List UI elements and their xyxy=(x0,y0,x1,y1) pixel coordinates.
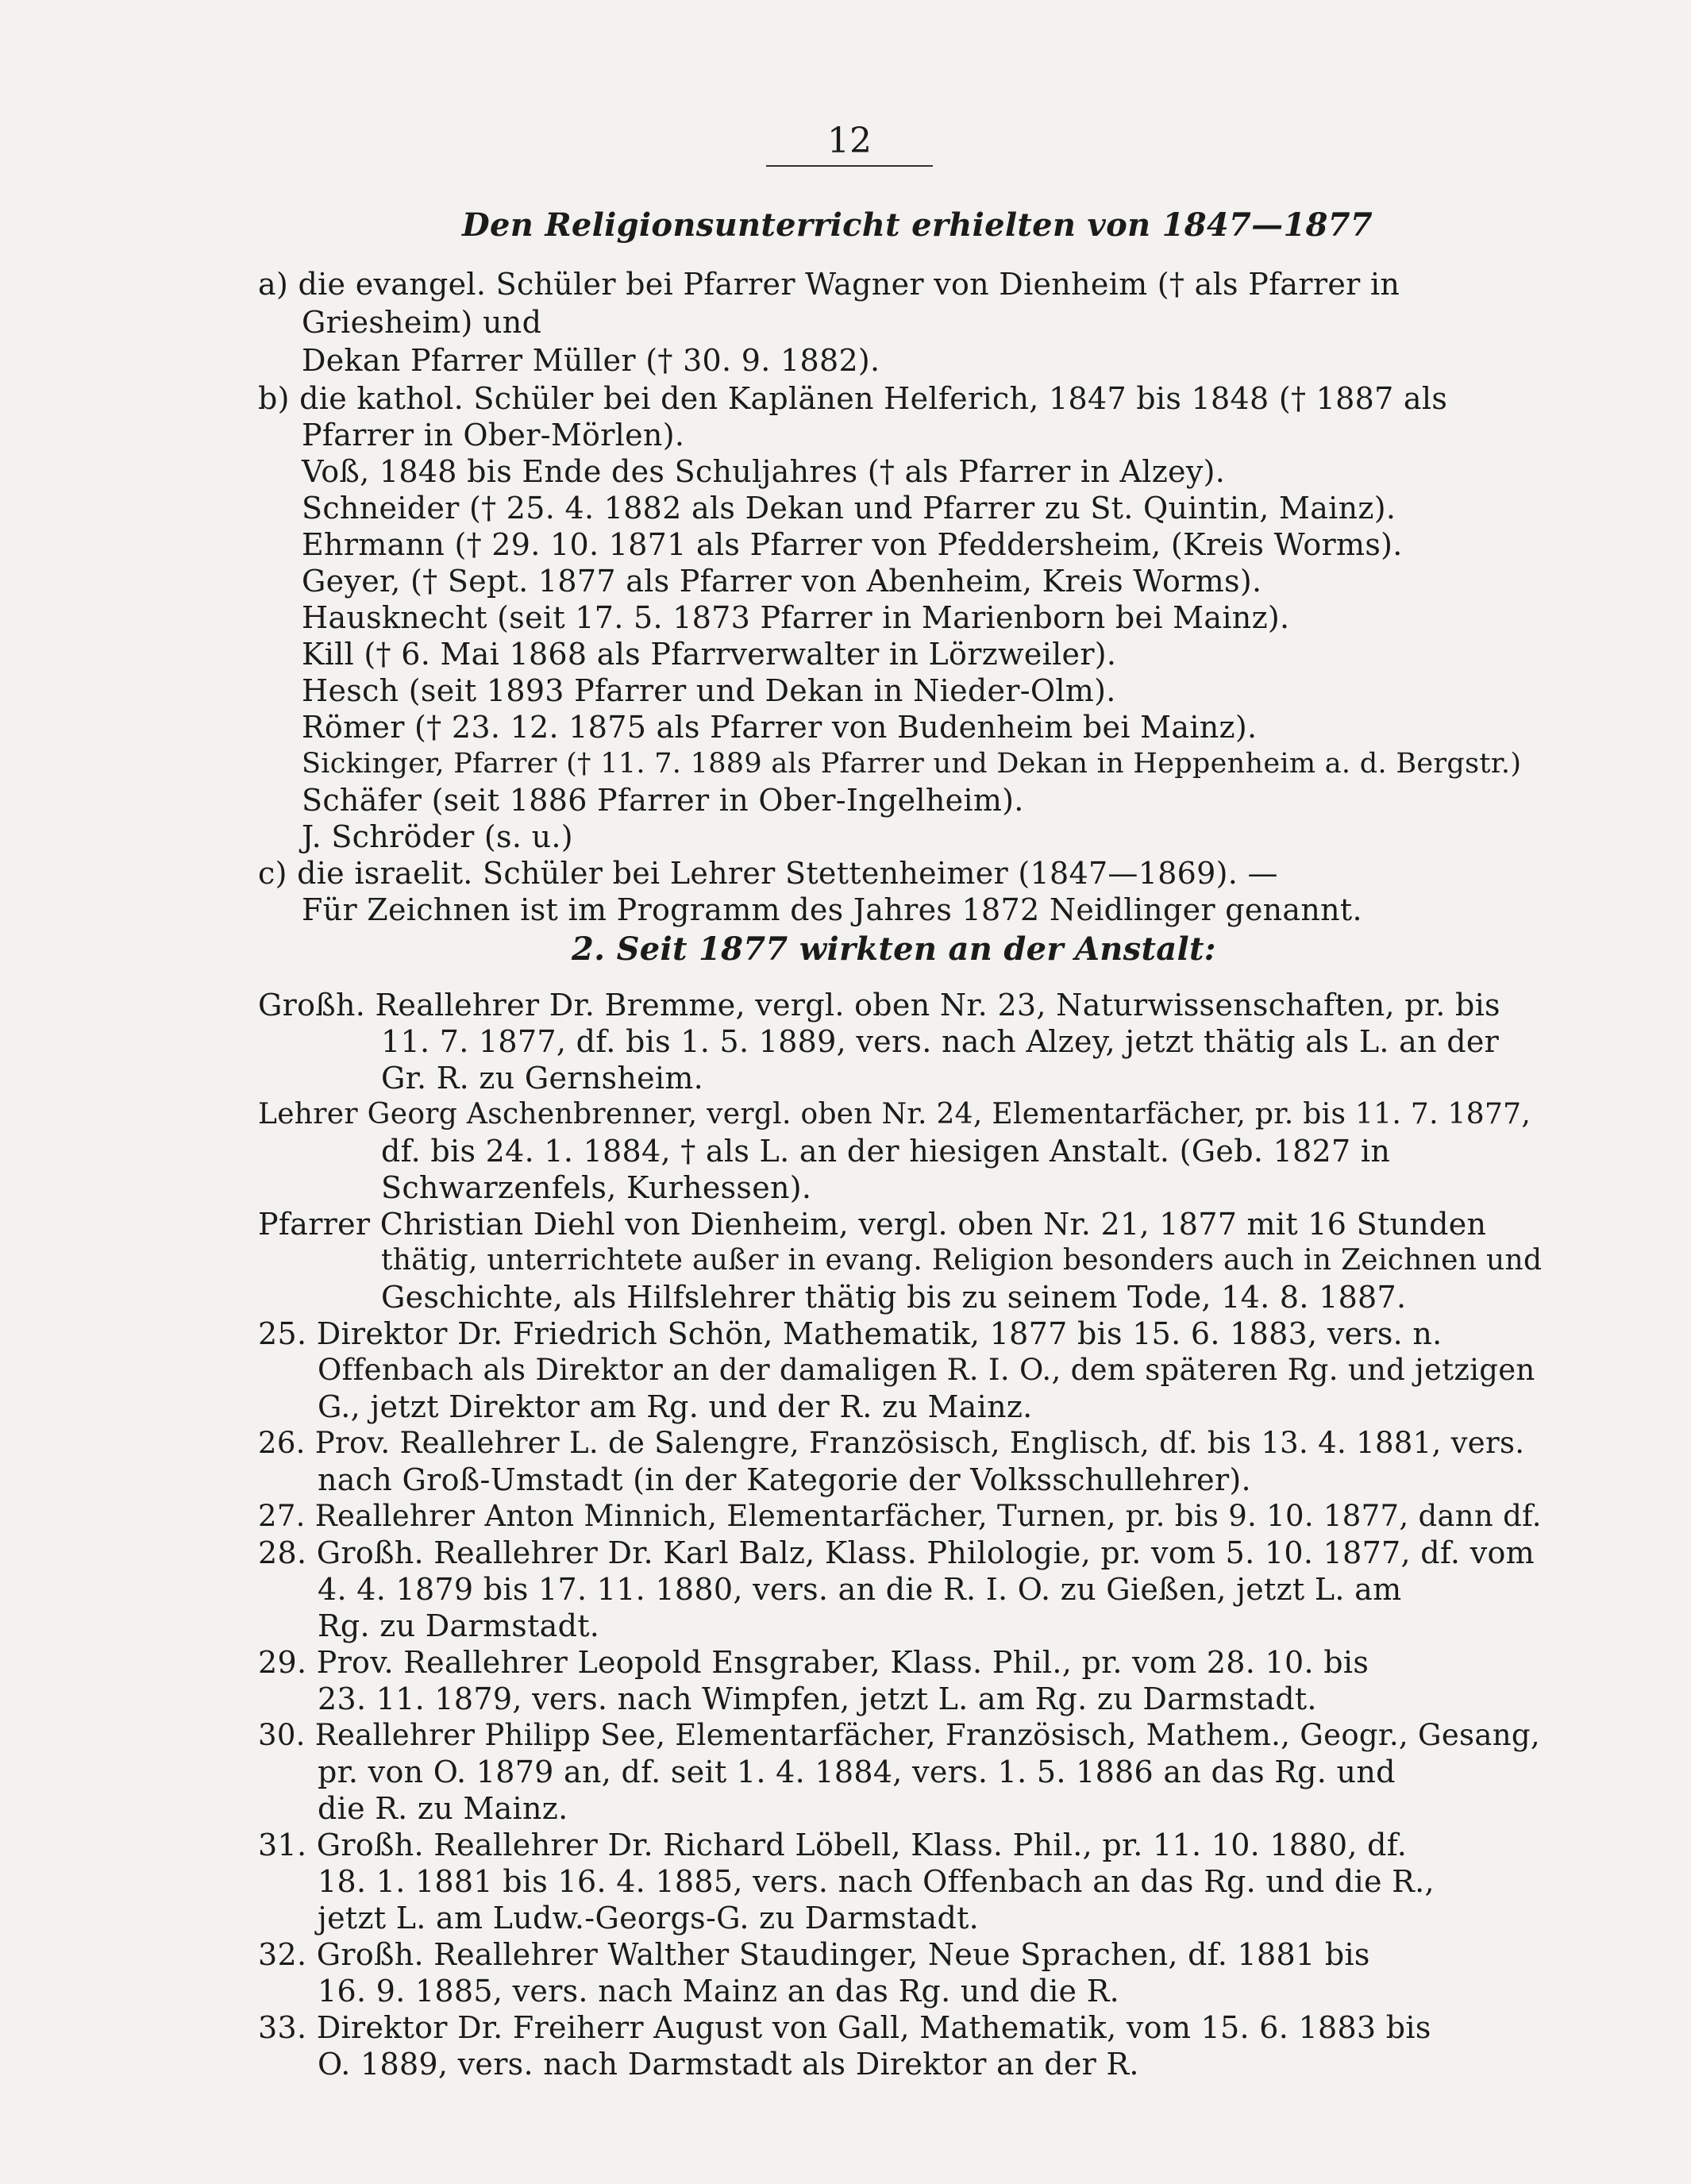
teacher-entry: Voß, 1848 bis Ende des Schuljahres († als Pfarrer in Alzey). xyxy=(302,454,1226,489)
staff-entry-line: nach Groß-Umstadt (in der Kategorie der Volksschullehrer). xyxy=(318,1462,1251,1497)
section1-a-cont2: Dekan Pfarrer Müller († 30. 9. 1882). xyxy=(302,343,880,378)
staff-entry-line: pr. von O. 1879 an, df. seit 1. 4. 1884, vers. 1. 5. 1886 an das Rg. und xyxy=(318,1755,1396,1789)
staff-entry-line: O. 1889, vers. nach Darmstadt als Direktor an der R. xyxy=(318,2047,1139,2082)
staff-entry-line: 30. Reallehrer Philipp See, Elementarfächer, Französisch, Mathem., Geogr., Gesang, xyxy=(258,1718,1540,1752)
section1-b-label: b) die kathol. Schüler bei den Kaplänen Helferich, 1847 bis 1848 († 1887 als xyxy=(258,381,1448,416)
section1-b-cont1: Pfarrer in Ober-Mörlen). xyxy=(302,418,685,453)
staff-entry-line: Geschichte, als Hilfslehrer thätig bis zu seinem Tode, 14. 8. 1887. xyxy=(381,1280,1407,1315)
teacher-entry: Römer († 23. 12. 1875 als Pfarrer von Budenheim bei Mainz). xyxy=(302,710,1258,745)
staff-entry-line: 31. Großh. Reallehrer Dr. Richard Löbell, Klass. Phil., pr. 11. 10. 1880, df. xyxy=(258,1828,1408,1862)
staff-entry-line: Schwarzenfels, Kurhessen). xyxy=(381,1170,812,1205)
staff-entry-line: Großh. Reallehrer Dr. Bremme, vergl. oben Nr. 23, Naturwissenschaften, pr. bis xyxy=(258,988,1500,1023)
staff-entry-line: 28. Großh. Reallehrer Dr. Karl Balz, Klass. Philologie, pr. vom 5. 10. 1877, df. vom xyxy=(258,1535,1535,1570)
staff-entry-line: 23. 11. 1879, vers. nach Wimpfen, jetzt L. am Rg. zu Darmstadt. xyxy=(318,1681,1317,1716)
staff-entry-line: 26. Prov. Reallehrer L. de Salengre, Französisch, Englisch, df. bis 13. 4. 1881, vers. xyxy=(258,1426,1525,1460)
staff-entry-line: jetzt L. am Ludw.-Georgs-G. zu Darmstadt. xyxy=(318,1901,980,1936)
staff-entry-line: 33. Direktor Dr. Freiherr August von Gall, Mathematik, vom 15. 6. 1883 bis xyxy=(258,2010,1431,2045)
staff-entry-line: Rg. zu Darmstadt. xyxy=(318,1608,600,1643)
staff-entry-line: 27. Reallehrer Anton Minnich, Elementarfächer, Turnen, pr. bis 9. 10. 1877, dann df. xyxy=(258,1499,1542,1533)
teacher-entry: Kill († 6. Mai 1868 als Pfarrverwalter in Lörzweiler). xyxy=(302,637,1117,672)
staff-entry-line: 25. Direktor Dr. Friedrich Schön, Mathematik, 1877 bis 15. 6. 1883, vers. n. xyxy=(258,1316,1443,1351)
staff-entry-line: 4. 4. 1879 bis 17. 11. 1880, vers. an die R. I. O. zu Gießen, jetzt L. am xyxy=(318,1572,1402,1607)
teacher-entry: J. Schröder (s. u.) xyxy=(302,819,573,854)
teacher-entry: Hesch (seit 1893 Pfarrer und Dekan in Nieder-Olm). xyxy=(302,673,1116,708)
section1-c-label: c) die israelit. Schüler bei Lehrer Stettenheimer (1847—1869). — xyxy=(258,856,1278,891)
staff-entry-line: Lehrer Georg Aschenbrenner, vergl. oben Nr. 24, Elementarfächer, pr. bis 11. 7. 1877, xyxy=(258,1098,1531,1131)
teacher-entry: Hausknecht (seit 17. 5. 1873 Pfarrer in Marienborn bei Mainz). xyxy=(302,600,1290,635)
staff-entry-line: df. bis 24. 1. 1884, † als L. an der hiesigen Anstalt. (Geb. 1827 in xyxy=(381,1134,1391,1169)
teacher-entry: Schneider († 25. 4. 1882 als Dekan und Pfarrer zu St. Quintin, Mainz). xyxy=(302,491,1396,526)
staff-entry-line: Gr. R. zu Gernsheim. xyxy=(381,1061,704,1096)
teacher-entry: Ehrmann († 29. 10. 1871 als Pfarrer von Pfeddersheim, (Kreis Worms). xyxy=(302,527,1403,562)
teacher-entry: Sickinger, Pfarrer († 11. 7. 1889 als Pfarrer und Dekan in Heppenheim a. d. Bergstr.) xyxy=(302,748,1522,780)
staff-entry-line: thätig, unterrichtete außer in evang. Religion besonders auch in Zeichnen und xyxy=(381,1244,1543,1277)
staff-entry-line: Pfarrer Christian Diehl von Dienheim, vergl. oben Nr. 21, 1877 mit 16 Stunden xyxy=(258,1207,1487,1242)
staff-entry-line: 18. 1. 1881 bis 16. 4. 1885, vers. nach Offenbach an das Rg. und die R., xyxy=(318,1864,1435,1899)
staff-entry-line: die R. zu Mainz. xyxy=(318,1791,568,1826)
staff-entry-line: Offenbach als Direktor an der damaligen R. I. O., dem späteren Rg. und jetzigen xyxy=(318,1353,1535,1387)
section1-a-cont1: Griesheim) und xyxy=(302,305,542,340)
page-number: 12 xyxy=(827,121,872,161)
page-number-rule xyxy=(766,165,933,167)
section1-heading: Den Religionsunterricht erhielten von 1847—1877 xyxy=(462,206,1373,244)
staff-entry-line: 11. 7. 1877, df. bis 1. 5. 1889, vers. nach Alzey, jetzt thätig als L. an der xyxy=(381,1024,1500,1059)
staff-entry-line: 29. Prov. Reallehrer Leopold Ensgraber, Klass. Phil., pr. vom 28. 10. bis xyxy=(258,1645,1369,1680)
section1-a-label: a) die evangel. Schüler bei Pfarrer Wagner von Dienheim († als Pfarrer in xyxy=(258,267,1400,302)
staff-entry-line: 32. Großh. Reallehrer Walther Staudinger, Neue Sprachen, df. 1881 bis xyxy=(258,1937,1370,1972)
section1-c-cont1: Für Zeichnen ist im Programm des Jahres 1872 Neidlinger genannt. xyxy=(302,892,1362,927)
teacher-entry: Schäfer (seit 1886 Pfarrer in Ober-Ingelheim). xyxy=(302,783,1024,818)
teacher-entry: Geyer, († Sept. 1877 als Pfarrer von Abenheim, Kreis Worms). xyxy=(302,564,1262,599)
staff-entry-line: G., jetzt Direktor am Rg. und der R. zu Mainz. xyxy=(318,1389,1033,1424)
section2-heading: 2. Seit 1877 wirkten an der Anstalt: xyxy=(572,930,1216,968)
staff-entry-line: 16. 9. 1885, vers. nach Mainz an das Rg. und die R. xyxy=(318,1974,1119,2009)
